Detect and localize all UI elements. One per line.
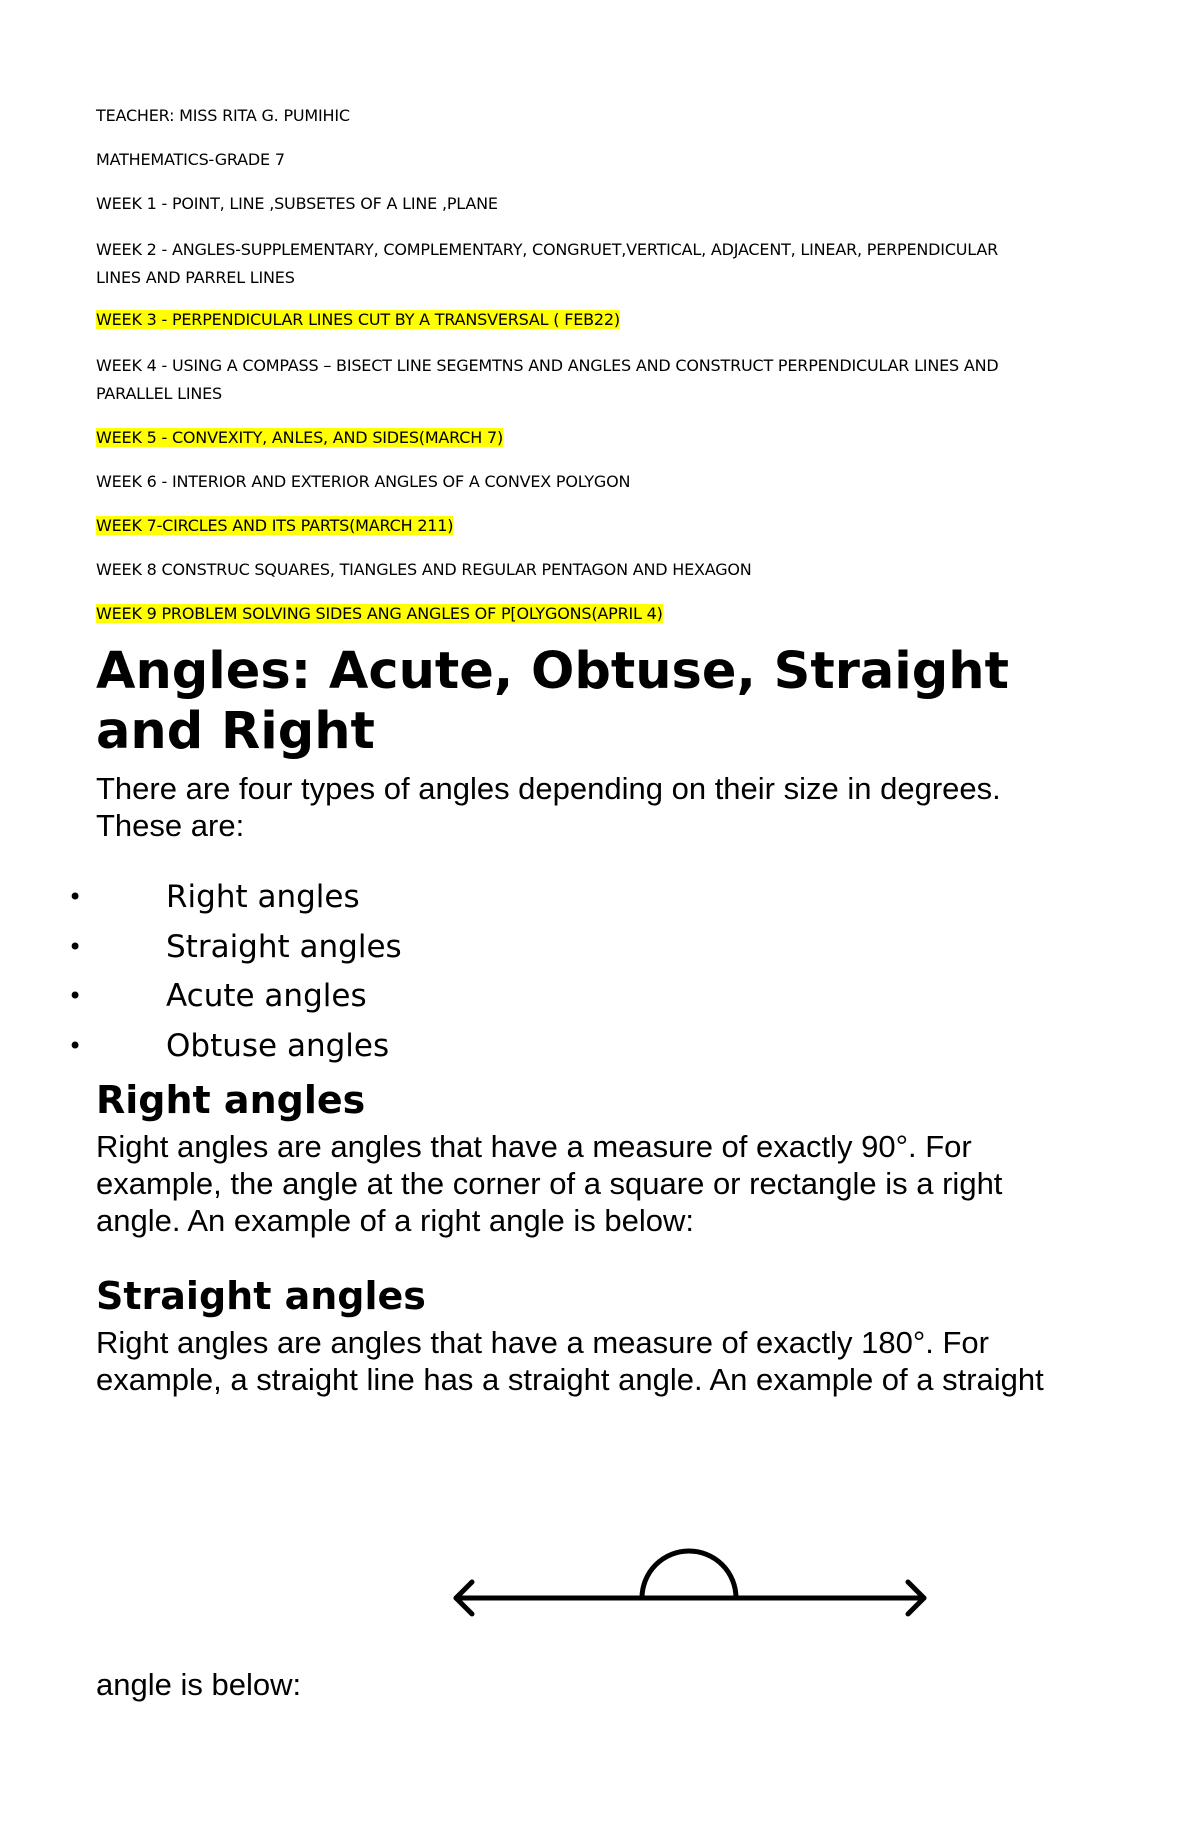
straight-angles-line-2: example, a straight line has a straight angle. An example of a straight bbox=[96, 1362, 1044, 1397]
right-angles-line-2: example, the angle at the corner of a square or rectangle is a right bbox=[96, 1166, 1003, 1201]
article-title bbox=[96, 642, 1096, 762]
article-title-line-1: Angles: Acute, Obtuse, Straight bbox=[96, 642, 1009, 701]
straight-angles-line-3: angle is below: bbox=[96, 1667, 302, 1702]
straight-angles-paragraph bbox=[96, 1324, 1096, 1398]
week-7 bbox=[96, 512, 453, 540]
bullet-icon: • bbox=[68, 1031, 83, 1060]
article-title-line-2: and Right bbox=[96, 702, 375, 761]
week-4: WEEK 4 - USING A COMPASS – BISECT LINE SEGEMTNS AND ANGLES AND CONSTRUCT PERPENDICULAR LINES AND bbox=[96, 356, 999, 375]
teacher-line: TEACHER: MISS RITA G. PUMIHIC bbox=[96, 106, 350, 125]
bullet-icon: • bbox=[68, 932, 83, 961]
intro-line-2: These are: bbox=[96, 808, 245, 843]
right-angles-line-3: angle. An example of a right angle is below: bbox=[96, 1203, 694, 1238]
list-item-text: Straight angles bbox=[166, 928, 402, 965]
week-5-highlight: WEEK 5 - CONVEXITY, ANLES, AND SIDES(MARCH 7) bbox=[96, 428, 504, 447]
week-2-continued: LINES AND PARREL LINES bbox=[96, 268, 295, 287]
week-3-highlight: WEEK 3 - PERPENDICULAR LINES CUT BY A TRANSVERSAL ( FEB22) bbox=[96, 310, 620, 329]
list-item-text: Acute angles bbox=[166, 978, 367, 1014]
article-intro bbox=[96, 770, 1096, 844]
straight-angle-diagram bbox=[446, 1540, 936, 1640]
right-angles-heading: Right angles bbox=[96, 1078, 366, 1122]
week-7-highlight: WEEK 7-CIRCLES AND ITS PARTS(MARCH 211) bbox=[96, 516, 454, 535]
week-9-highlight: WEEK 9 PROBLEM SOLVING SIDES ANG ANGLES OF P[OLYGONS(APRIL 4) bbox=[96, 604, 663, 623]
subject-line: MATHEMATICS-GRADE 7 bbox=[96, 150, 285, 169]
list-item-text: Obtuse angles bbox=[166, 1027, 390, 1064]
right-angles-line-1: Right angles are angles that have a measure of exactly 90°. For bbox=[96, 1129, 972, 1164]
angle-arc-icon bbox=[642, 1551, 736, 1598]
week-6: WEEK 6 - INTERIOR AND EXTERIOR ANGLES OF A CONVEX POLYGON bbox=[96, 472, 631, 491]
right-angles-paragraph bbox=[96, 1128, 1096, 1239]
week-3 bbox=[96, 306, 620, 334]
straight-angles-line-1: Right angles are angles that have a measure of exactly 180°. For bbox=[96, 1325, 989, 1360]
list-item-text: Right angles bbox=[166, 879, 360, 915]
week-4-continued: PARALLEL LINES bbox=[96, 384, 222, 403]
week-1: WEEK 1 - POINT, LINE ,SUBSETES OF A LINE ,PLANE bbox=[96, 194, 498, 213]
bullet-icon: • bbox=[68, 883, 83, 911]
bullet-icon: • bbox=[68, 982, 83, 1010]
intro-line-1: There are four types of angles depending on their size in degrees. bbox=[96, 771, 1001, 806]
week-5 bbox=[96, 424, 503, 452]
week-9 bbox=[96, 600, 663, 628]
week-8: WEEK 8 CONSTRUC SQUARES, TIANGLES AND REGULAR PENTAGON AND HEXAGON bbox=[96, 560, 752, 579]
straight-angles-heading: Straight angles bbox=[96, 1274, 426, 1318]
week-2: WEEK 2 - ANGLES-SUPPLEMENTARY, COMPLEMENTARY, CONGRUET,VERTICAL, ADJACENT, LINEAR, PERPENDICULAR bbox=[96, 240, 999, 259]
